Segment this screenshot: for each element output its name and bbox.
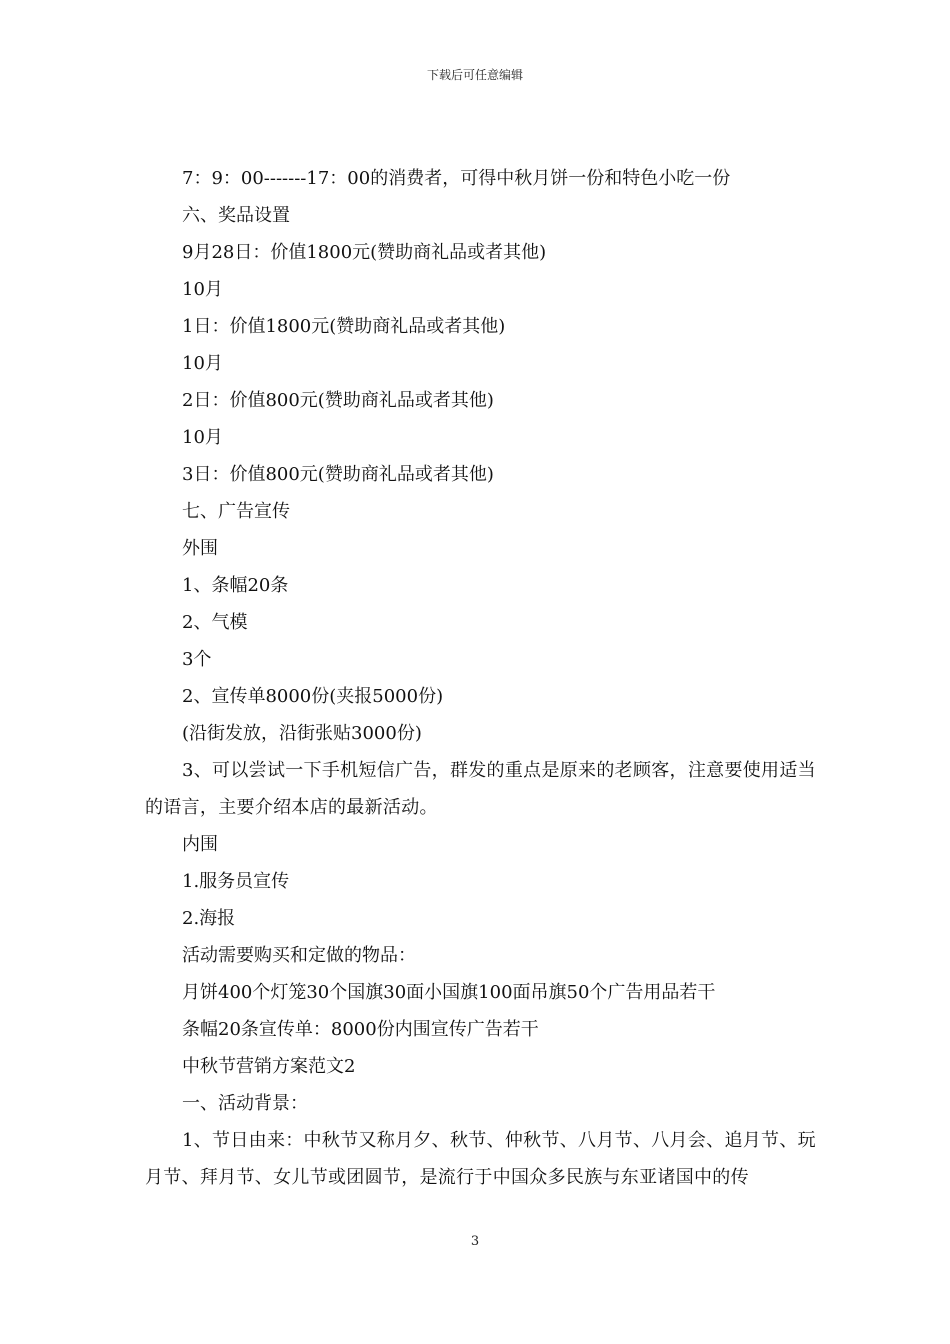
paragraph: 内围 <box>182 834 218 855</box>
document-body <box>145 160 825 1196</box>
section-heading: 六、奖品设置 <box>182 205 290 226</box>
paragraph: 2、气模 <box>182 612 248 633</box>
document-title: 中秋节营销方案范文2 <box>182 1056 356 1077</box>
paragraph: 1日：价值1800元(赞助商礼品或者其他) <box>182 316 506 337</box>
paragraph: 月饼400个灯笼30个国旗30面小国旗100面吊旗50个广告用品若干 <box>182 982 716 1003</box>
paragraph: 10月 <box>182 427 223 448</box>
section-heading: 一、活动背景： <box>182 1093 308 1114</box>
page-number: 3 <box>470 1234 480 1249</box>
section-heading: 七、广告宣传 <box>182 501 290 522</box>
paragraph: (沿街发放，沿街张贴3000份) <box>182 723 422 744</box>
paragraph: 10月 <box>182 353 223 374</box>
paragraph: 9月28日：价值1800元(赞助商礼品或者其他) <box>182 242 547 263</box>
paragraph: 7：9：00-------17：00的消费者，可得中秋月饼一份和特色小吃一份 <box>182 168 731 189</box>
paragraph: 活动需要购买和定做的物品： <box>182 945 416 966</box>
paragraph: 10月 <box>182 279 223 300</box>
page-header-note: 下载后可任意编辑 <box>426 68 523 82</box>
paragraph: 1、条幅20条 <box>182 575 289 596</box>
paragraph: 2、宣传单8000份(夹报5000份) <box>182 686 444 707</box>
paragraph: 1、节日由来：中秋节又称月夕、秋节、仲秋节、八月节、八月会、追月节、玩月节、拜月节、女儿节或团圆节，是流行于中国众多民族与东亚诸国中的传 <box>145 1130 816 1188</box>
paragraph: 3、可以尝试一下手机短信广告，群发的重点是原来的老顾客，注意要使用适当的语言，主要介绍本店的最新活动。 <box>145 760 816 818</box>
paragraph: 3日：价值800元(赞助商礼品或者其他) <box>182 464 494 485</box>
paragraph: 3个 <box>182 649 212 670</box>
paragraph: 外围 <box>182 538 218 559</box>
paragraph: 1.服务员宣传 <box>182 871 290 892</box>
paragraph: 条幅20条宣传单：8000份内围宣传广告若干 <box>182 1019 539 1040</box>
paragraph: 2日：价值800元(赞助商礼品或者其他) <box>182 390 494 411</box>
paragraph: 2.海报 <box>182 908 236 929</box>
